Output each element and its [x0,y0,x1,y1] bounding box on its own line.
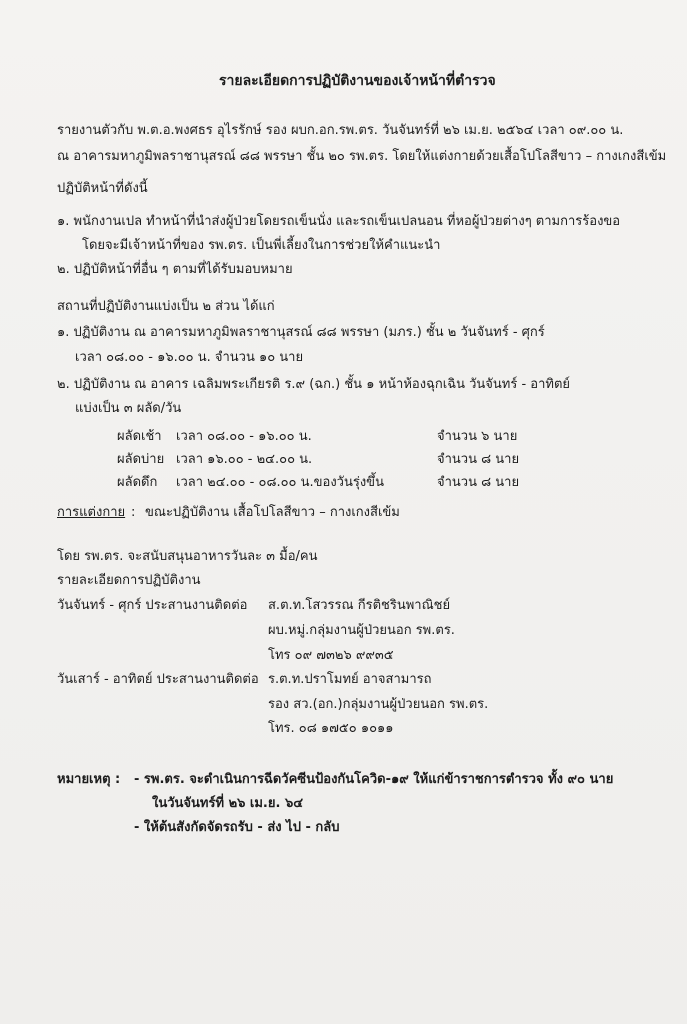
location-1-line-2: เวลา ๐๘.๐๐ - ๑๖.๐๐ น. จำนวน ๑๐ นาย [75,350,304,365]
duty-1-line-2: โดยจะมีเจ้าหน้าที่ของ รพ.ตร. เป็นพี่เลี้ยงในการช่วยให้คำแนะนำ [82,238,441,253]
shift-1-time: เวลา ๐๘.๐๐ - ๑๖.๐๐ น. [176,429,312,444]
duty-1-line-1: ๑. พนักงานเปล ทำหน้าที่นำส่งผู้ป่วยโดยรถเข็นนั่ง และรถเข็นเปลนอน ที่หอผู้ป่วยต่างๆ ตามการร้องขอ [57,214,621,229]
location-2-line-1: ๒. ปฏิบัติงาน ณ อาคาร เฉลิมพระเกียรติ ร.๙ (ฉก.) ชั้น ๑ หน้าห้องฉุกเฉิน วันจันทร์ - อาทิตย์ [57,377,571,392]
locations-heading: สถานที่ปฏิบัติงานแบ่งเป็น ๒ ส่วน ได้แก่ [57,299,275,314]
contact-1-position: ผบ.หมู่.กลุ่มงานผู้ป่วยนอก รพ.ตร. [268,623,455,638]
contact-2-name: ร.ต.ท.ปราโมทย์ อาจสามารถ [268,672,432,687]
note-item-1-line-1: - รพ.ตร. จะดำเนินการฉีดวัคซีนป้องกันโควิด-๑๙ ให้แก่ข้าราชการตำรวจ ทั้ง ๙๐ นาย [134,772,614,787]
location-2-line-2: แบ่งเป็น ๓ ผลัด/วัน [75,401,182,416]
contact-1-phone: โทร ๐๙ ๗๓๒๖ ๙๙๓๕ [268,648,394,663]
document-title: รายละเอียดการปฏิบัติงานของเจ้าหน้าที่ตำรวจ [219,73,496,89]
dress-label: การแต่งกาย [57,505,126,520]
intro-line-2: ณ อาคารมหาภูมิพลราชานุสรณ์ ๘๘ พรรษา ชั้น ๒๐ รพ.ตร. โดยให้แต่งกายด้วยเสื้อโปโลสีขาว – กางเกงสีเข้ม [57,149,667,164]
shift-3-count: จำนวน ๘ นาย [437,475,520,490]
dress-text: ขณะปฏิบัติงาน เสื้อโปโลสีขาว – กางเกงสีเข้ม [145,505,400,520]
shift-2-count: จำนวน ๘ นาย [437,452,520,467]
contact-2-phone: โทร. ๐๘ ๑๗๕๐ ๑๐๑๑ [268,721,394,736]
shift-1-count: จำนวน ๖ นาย [437,429,518,444]
location-1-line-1: ๑. ปฏิบัติงาน ณ อาคารมหาภูมิพลราชานุสรณ์ ๘๘ พรรษา (มภร.) ชั้น ๒ วันจันทร์ - ศุกร์ [57,325,545,340]
dress-separator: : [131,505,136,520]
shift-1-name: ผลัดเช้า [117,429,162,444]
contact-2-position: รอง สว.(อก.)กลุ่มงานผู้ป่วยนอก รพ.ตร. [268,697,489,712]
shift-3-name: ผลัดดึก [117,475,158,490]
intro-line-3: ปฏิบัติหน้าที่ดังนี้ [57,181,148,196]
shift-3-time: เวลา ๒๔.๐๐ - ๐๘.๐๐ น.ของวันรุ่งขึ้น [176,475,384,490]
note-item-1-line-2: ในวันจันทร์ที่ ๒๖ เม.ย. ๖๔ [152,796,304,811]
shift-2-time: เวลา ๑๖.๐๐ - ๒๔.๐๐ น. [176,452,313,467]
contact-2-days: วันเสาร์ - อาทิตย์ ประสานงานติดต่อ [57,672,259,687]
duty-2: ๒. ปฏิบัติหน้าที่อื่น ๆ ตามที่ได้รับมอบหมาย [57,262,293,277]
support-line-1: โดย รพ.ตร. จะสนับสนุนอาหารวันละ ๓ มื้อ/คน [57,549,318,564]
contact-1-days: วันจันทร์ - ศุกร์ ประสานงานติดต่อ [57,598,248,613]
note-item-2: - ให้ต้นสังกัดจัดรถรับ - ส่ง ไป - กลับ [134,820,340,835]
intro-line-1: รายงานตัวกับ พ.ต.อ.พงศธร อุไรรักษ์ รอง ผบก.อก.รพ.ตร. วันจันทร์ที่ ๒๖ เม.ย. ๒๕๖๔ เวลา ๐๙.๐๐ น. [57,123,624,138]
note-label: หมายเหตุ : [57,772,121,787]
contact-1-name: ส.ต.ท.โสวรรณ กีรติชรินพาณิชย์ [268,598,451,613]
shift-2-name: ผลัดบ่าย [117,452,165,467]
support-line-2: รายละเอียดการปฏิบัติงาน [57,573,201,588]
